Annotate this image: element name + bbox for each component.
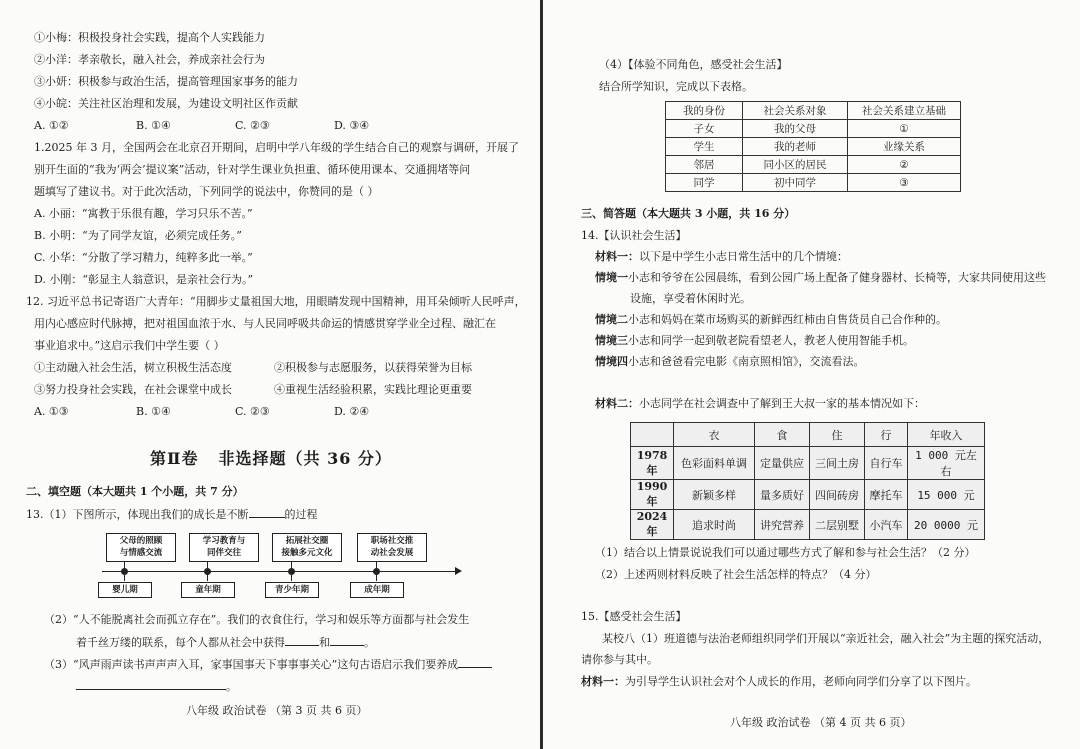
q13-2-text: 着千丝万缕的联系，每个人都从社会中获得	[76, 636, 285, 649]
scenario-4-text: 小志和爸爸看完电影《南京照相馆》，交流看法。	[628, 355, 865, 368]
timeline-box-1-line-2: 与情感交流	[119, 548, 163, 558]
q13-3-blank-b[interactable]	[76, 678, 226, 690]
q10-choice-b: B. ①④	[136, 119, 171, 132]
q13-1-blank[interactable]	[249, 506, 285, 518]
table-header-cell: 衣	[674, 423, 755, 447]
material-2-text: 小志同学在社会调查中了解到王大叔一家的基本情况如下：	[639, 397, 925, 410]
table-cell: 20 0000 元	[908, 510, 985, 540]
table-cell: 四间砖房	[810, 480, 865, 510]
timeline-arrowhead	[455, 567, 462, 575]
q13-3-blank-a[interactable]	[458, 656, 492, 668]
table-cell: 讲究营养	[755, 510, 810, 540]
q13-2-text-and: 和	[319, 636, 330, 649]
q12-stem-2: 用内心感应时代脉搏，把对祖国血浓于水、与人民同呼吸共命运的情感贯穿学业全过程、融汇在	[34, 317, 496, 330]
table-cell: 初中同学	[743, 174, 848, 192]
material-1-label: 材料一：	[595, 250, 639, 263]
q14-subquestion-2: （2）上述两则材料反映了社会生活怎样的特点？（4 分）	[595, 568, 877, 581]
q11-option-d: D. 小刚：“彰显主人翁意识，是亲社会行为。”	[34, 273, 254, 286]
table-header-cell: 我的身份	[666, 102, 743, 120]
q11-stem-1: 1.2025 年 3 月，全国两会在北京召开期间，启明中学八年级的学生结合自己的观察与调研，开展了	[34, 141, 519, 154]
timeline-box-3-line-2: 接触多元文化	[281, 548, 333, 558]
table-cell[interactable]: ②	[848, 156, 961, 174]
option-line-3: ③小妍：积极参与政治生活，提高管理国家事务的能力	[34, 75, 298, 88]
q11-option-b: B. 小明：“为了同学友谊，必须完成任务。”	[34, 229, 242, 242]
timeline-box-2	[189, 533, 259, 562]
table-header-cell: 住	[810, 423, 865, 447]
section-2-subtitle: 非选择题（共 36 分）	[218, 449, 392, 468]
scenario-3	[595, 333, 914, 349]
table-cell: 自行车	[865, 447, 908, 480]
scenario-3-label: 情境三	[595, 334, 628, 347]
fill-section-heading: 二、填空题（本大题共 1 个小题，共 7 分）	[26, 485, 244, 498]
timeline-dot-2	[204, 568, 211, 575]
scenario-2-label: 情境二	[595, 313, 628, 326]
q13-3-line-2	[76, 678, 237, 695]
q13-2-blank-2[interactable]	[330, 634, 364, 646]
timeline-box-4-line-1: 职场社交推	[370, 536, 414, 546]
table-row	[666, 120, 961, 138]
scenario-1-text: 小志和爷爷在公园晨练，看到公园广场上配备了健身器材、长椅等，大家共同使用这些	[628, 271, 1046, 284]
family-life-table	[630, 422, 985, 540]
table-cell: 同学	[666, 174, 743, 192]
table-header-cell	[631, 423, 674, 447]
q13-2-line-2	[76, 634, 375, 651]
table-row	[666, 138, 961, 156]
q15-line-2: 请你参与其中。	[581, 653, 658, 666]
table-cell: 量多质好	[755, 480, 810, 510]
table-cell[interactable]: ③	[848, 174, 961, 192]
q11-stem-3: 题填写了建议书。对于此次活动，下列同学的说法中，你赞同的是（ ）	[34, 185, 379, 198]
table-cell: 学生	[666, 138, 743, 156]
social-relations-table	[665, 101, 961, 192]
scenario-1-continued: 设施，享受着休闲时光。	[630, 292, 751, 305]
table-cell: 我的父母	[743, 120, 848, 138]
timeline-box-1	[106, 533, 176, 562]
right-page-footer: 八年级 政治试卷 （第 4 页 共 6 页）	[730, 716, 912, 729]
section-2-label: 第Ⅱ卷	[150, 449, 199, 468]
q13-3-text: （3）“风声雨声读书声声声入耳，家事国事天下事事事关心”这句古语启示我们要养成	[44, 658, 459, 671]
option-line-1: ①小梅：积极投身社会实践，提高个人实践能力	[34, 31, 265, 44]
q12-choice-d: D. ②④	[334, 405, 370, 418]
q12-stem-3: 事业追求中。”这启示我们中学生要（ ）	[34, 339, 225, 352]
q12-stem-1: 12. 习近平总书记寄语广大青年：“用脚步丈量祖国大地，用眼睛发现中国精神，用耳朵倾听人民呼声，	[26, 295, 526, 308]
timeline-stage-1: 婴儿期	[98, 582, 152, 598]
timeline-box-3	[272, 533, 342, 562]
q13-1	[26, 506, 318, 523]
timeline-dot-1	[121, 568, 128, 575]
table-row	[631, 510, 985, 540]
table-cell: 15 000 元	[908, 480, 985, 510]
table-row	[666, 174, 961, 192]
short-answer-heading: 三、简答题（本大题共 3 小题，共 16 分）	[581, 207, 796, 220]
q11-option-c: C. 小华：“分散了学习精力，纯粹多此一举。”	[34, 251, 253, 264]
table-row	[631, 480, 985, 510]
q15-line-1: 某校八（1）班道德与法治老师组织同学们开展以“亲近社会，融入社会”为主题的探究活动，	[602, 632, 1050, 645]
scenario-4	[595, 354, 865, 370]
q12-choice-c: C. ②③	[235, 405, 270, 418]
q13-2-text-end: 。	[364, 636, 375, 649]
scenario-2	[595, 312, 947, 328]
timeline-stage-3: 青少年期	[265, 582, 319, 598]
q10-choice-a: A. ①②	[34, 119, 69, 132]
table-cell: 新颖多样	[674, 480, 755, 510]
scenario-1-label: 情境一	[595, 271, 628, 284]
q14-title: 14.【认识社会生活】	[581, 229, 687, 242]
timeline-box-1-line-1: 父母的照顾	[119, 536, 163, 546]
q15-title: 15.【感受社会生活】	[581, 610, 687, 623]
table-cell: 小汽车	[865, 510, 908, 540]
q15-material-1-text: 为引导学生认识社会对个人成长的作用，老师向同学们分享了以下图片。	[625, 675, 977, 688]
q13-1-text-end: 的过程	[284, 508, 318, 521]
q14-subquestion-1: （1）结合以上情景说说我们可以通过哪些方式了解和参与社会生活？（2 分）	[595, 546, 976, 559]
scenario-3-text: 小志和同学一起到敬老院看望老人，教老人使用智能手机。	[628, 334, 914, 347]
section-2-title	[150, 446, 392, 469]
table-row	[666, 156, 961, 174]
q13-3-line-1	[44, 656, 492, 673]
table-header-row	[666, 102, 961, 120]
timeline-box-2-line-2: 同伴交往	[206, 548, 241, 558]
q13-2-line-1: （2）“人不能脱离社会而孤立存在”。我们的衣食住行，学习和娱乐等方面都与社会发生	[44, 613, 470, 626]
table-cell: 子女	[666, 120, 743, 138]
timeline-box-2-line-1: 学习教育与	[202, 536, 246, 546]
timeline-stage-4: 成年期	[350, 582, 404, 598]
scenario-1	[595, 270, 1046, 286]
q13-4-prompt: 结合所学知识，完成以下表格。	[599, 80, 753, 93]
table-cell: 1978 年	[631, 447, 674, 480]
table-header-cell: 社会关系对象	[743, 102, 848, 120]
q10-choice-c: C. ②③	[235, 119, 270, 132]
option-line-2: ②小洋：孝亲敬长，融入社会，养成亲社会行为	[34, 53, 265, 66]
scenario-2-text: 小志和妈妈在菜市场购买的新鲜西红柿由自售货员自己合作种的。	[628, 313, 947, 326]
table-cell: 1 000 元左右	[908, 447, 985, 480]
table-cell: 二层别墅	[810, 510, 865, 540]
q13-3-text-end: 。	[226, 680, 237, 693]
q12-opt-4: ④重视生活经验积累，实践比理论更重要	[274, 383, 472, 396]
table-cell: 2024 年	[631, 510, 674, 540]
q12-opt-1: ①主动融入社会生活，树立积极生活态度	[34, 361, 232, 374]
table-cell: 邻居	[666, 156, 743, 174]
material-2-label: 材料二：	[595, 397, 639, 410]
table-header-cell: 年收入	[908, 423, 985, 447]
table-cell: 同小区的居民	[743, 156, 848, 174]
timeline-stage-2: 童年期	[181, 582, 235, 598]
q13-4-title: （4）【体验不同角色，感受社会生活】	[599, 58, 788, 71]
table-row	[631, 447, 985, 480]
table-header-cell: 食	[755, 423, 810, 447]
table-cell: 追求时尚	[674, 510, 755, 540]
table-header-cell: 行	[865, 423, 908, 447]
q11-stem-2: 别开生面的“我为‘两会’提议案”活动，针对学生课业负担重、循环使用课本、交通拥堵等问	[34, 163, 471, 176]
q12-choice-a: A. ①③	[34, 405, 69, 418]
table-cell: 三间土房	[810, 447, 865, 480]
table-header-cell: 社会关系建立基础	[848, 102, 961, 120]
timeline-dot-3	[288, 568, 295, 575]
table-cell: 色彩面料单调	[674, 447, 755, 480]
option-line-4: ④小皖：关注社区治理和发展，为建设文明社区作贡献	[34, 97, 298, 110]
timeline-box-4	[357, 533, 427, 562]
q14-material-1	[595, 249, 848, 265]
table-cell[interactable]: ①	[848, 120, 961, 138]
timeline-axis	[102, 571, 457, 572]
timeline-dot-4	[373, 568, 380, 575]
q15-material-1	[581, 674, 977, 690]
q11-option-a: A. 小丽：“寓教于乐很有趣，学习只乐不苦。”	[34, 207, 253, 220]
table-cell: 摩托车	[865, 480, 908, 510]
table-cell: 业缘关系	[848, 138, 961, 156]
q12-opt-3: ③努力投身社会实践，在社会课堂中成长	[34, 383, 232, 396]
timeline-box-4-line-2: 动社会发展	[370, 548, 414, 558]
table-cell: 1990 年	[631, 480, 674, 510]
table-cell: 我的老师	[743, 138, 848, 156]
q15-material-1-label: 材料一：	[581, 675, 625, 688]
table-cell: 定量供应	[755, 447, 810, 480]
q12-opt-2: ②积极参与志愿服务，以获得荣誉为目标	[274, 361, 472, 374]
q12-choice-b: B. ①④	[136, 405, 171, 418]
material-1-text: 以下是中学生小志日常生活中的几个情境：	[639, 250, 848, 263]
q14-material-2	[595, 396, 925, 412]
scenario-4-label: 情境四	[595, 355, 628, 368]
table-header-row	[631, 423, 985, 447]
left-page-footer: 八年级 政治试卷 （第 3 页 共 6 页）	[186, 704, 368, 717]
q13-1-text: 13.（1）下图所示，体现出我们的成长是不断	[26, 508, 249, 521]
timeline-box-3-line-1: 拓展社交圈	[285, 536, 329, 546]
q13-2-blank-1[interactable]	[285, 634, 319, 646]
q10-choice-d: D. ③④	[334, 119, 370, 132]
